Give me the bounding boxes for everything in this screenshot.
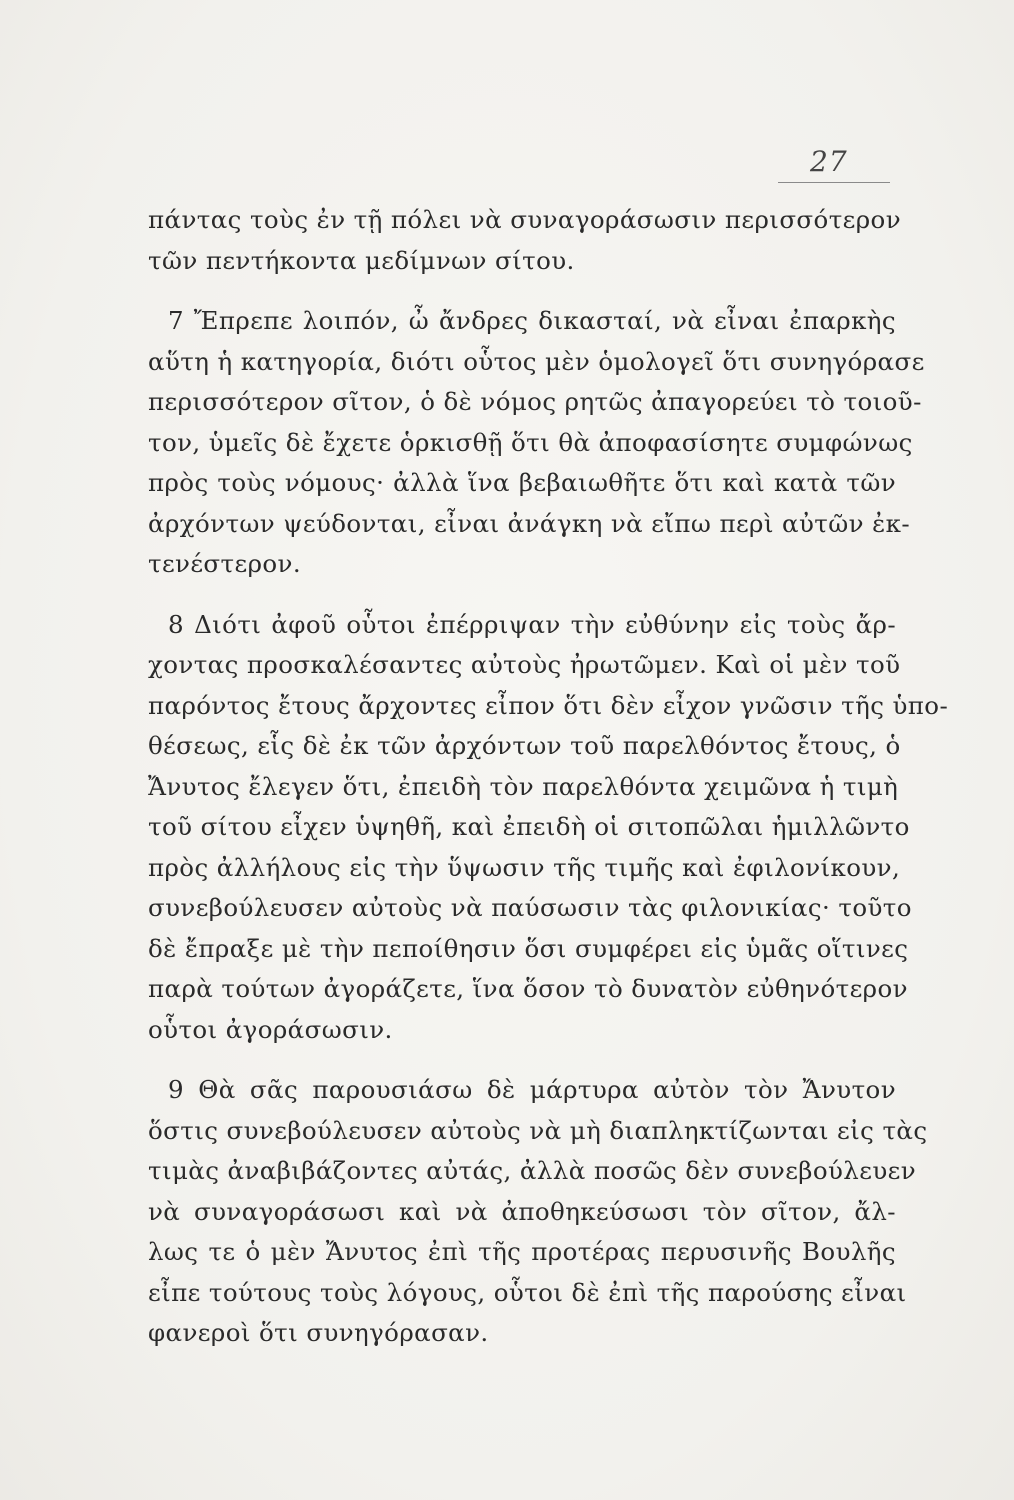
paragraph-1	[148, 200, 902, 281]
text-line: 9 Θὰ σᾶς παρουσιάσω δὲ μάρτυρα αὐτὸν τὸν Ἄνυτον	[168, 1075, 896, 1104]
text-line: τον, ὑμεῖς δὲ ἔχετε ὁρκισθῇ ὅτι θὰ ἀποφασίσητε συμφώνως	[148, 427, 913, 457]
text-line: παρόντος ἔτους ἄρχοντες εἶπον ὅτι δὲν εἶχον γνῶσιν τῆς ὑπο-	[148, 690, 949, 720]
body-text	[148, 200, 949, 1354]
text-line: ἀρχόντων ψεύδονται, εἶναι ἀνάγκη νὰ εἴπω περὶ αὐτῶν ἐκ-	[148, 508, 911, 538]
text-line: τενέστερον.	[148, 549, 302, 578]
text-line: συνεβούλευσεν αὐτοὺς νὰ παύσωσιν τὰς φιλονικίας· τοῦτο	[148, 893, 912, 922]
text-line: 8 Διότι ἀφοῦ οὗτοι ἐπέρριψαν τὴν εὐθύνην εἰς τοὺς ἄρ-	[168, 609, 896, 639]
text-line: θέσεως, εἷς δὲ ἐκ τῶν ἀρχόντων τοῦ παρελθόντος ἔτους, ὁ	[148, 731, 901, 760]
paragraph-9	[148, 1070, 928, 1354]
text-line: παρὰ τούτων ἀγοράζετε, ἵνα ὅσον τὸ δυνατὸν εὐθηνότερον	[148, 974, 908, 1003]
text-line: νὰ συναγοράσωσι καὶ νὰ ἀποθηκεύσωσι τὸν σῖτον, ἄλ-	[148, 1196, 896, 1226]
text-line: χοντας προσκαλέσαντες αὐτοὺς ἠρωτῶμεν. Καὶ οἱ μὲν τοῦ	[148, 650, 901, 679]
text-line: οὗτοι ἀγοράσωσιν.	[148, 1014, 393, 1044]
text-line: τῶν πεντήκοντα μεδίμνων σίτου.	[148, 245, 575, 275]
text-line: 7 Ἔπρεπε λοιπόν, ὦ ἄνδρες δικασταί, νὰ εἶναι ἐπαρκὴς	[168, 306, 896, 335]
header-rule	[778, 182, 890, 183]
paragraph-8	[148, 605, 949, 1051]
text-line: αὕτη ἡ κατηγορία, διότι οὗτος μὲν ὁμολογεῖ ὅτι συνηγόρασε	[148, 346, 925, 376]
paragraph-7	[148, 301, 925, 585]
text-line: τοῦ σίτου εἶχεν ὑψηθῆ, καὶ ἐπειδὴ οἱ σιτοπῶλαι ἡμιλλῶντο	[148, 812, 910, 841]
text-line: ὅστις συνεβούλευσεν αὐτοὺς νὰ μὴ διαπληκτίζωνται εἰς τὰς	[148, 1115, 928, 1145]
text-line: δὲ ἔπραξε μὲ τὴν πεποίθησιν ὅσι συμφέρει εἰς ὑμᾶς οἵτινες	[148, 933, 909, 963]
text-line: εἶπε τούτους τοὺς λόγους, οὗτοι δὲ ἐπὶ τῆς παρούσης εἶναι	[148, 1277, 907, 1307]
text-line: πάντας τοὺς ἐν τῇ πόλει νὰ συναγοράσωσιν περισσότερον	[148, 205, 902, 234]
page-number: 27	[810, 145, 848, 178]
text-line: Ἄνυτος ἔλεγεν ὅτι, ἐπειδὴ τὸν παρελθόντα χειμῶνα ἡ τιμὴ	[148, 771, 899, 801]
text-line: φανεροὶ ὅτι συνηγόρασαν.	[148, 1318, 489, 1347]
text-line: πρὸς τοὺς νόμους· ἀλλὰ ἵνα βεβαιωθῆτε ὅτι καὶ κατὰ τῶν	[148, 468, 896, 497]
text-line: πρὸς ἀλλήλους εἰς τὴν ὕψωσιν τῆς τιμῆς καὶ ἐφιλονίκουν,	[148, 852, 901, 882]
text-line: τιμὰς ἀναβιβάζοντες αὐτάς, ἀλλὰ ποσῶς δὲν συνεβούλευεν	[148, 1156, 917, 1185]
text-line: λως τε ὁ μὲν Ἄνυτος ἐπὶ τῆς προτέρας περυσινῆς Βουλῆς	[148, 1237, 896, 1266]
text-line: περισσότερον σῖτον, ὁ δὲ νόμος ρητῶς ἀπαγορεύει τὸ τοιοῦ-	[148, 387, 922, 416]
